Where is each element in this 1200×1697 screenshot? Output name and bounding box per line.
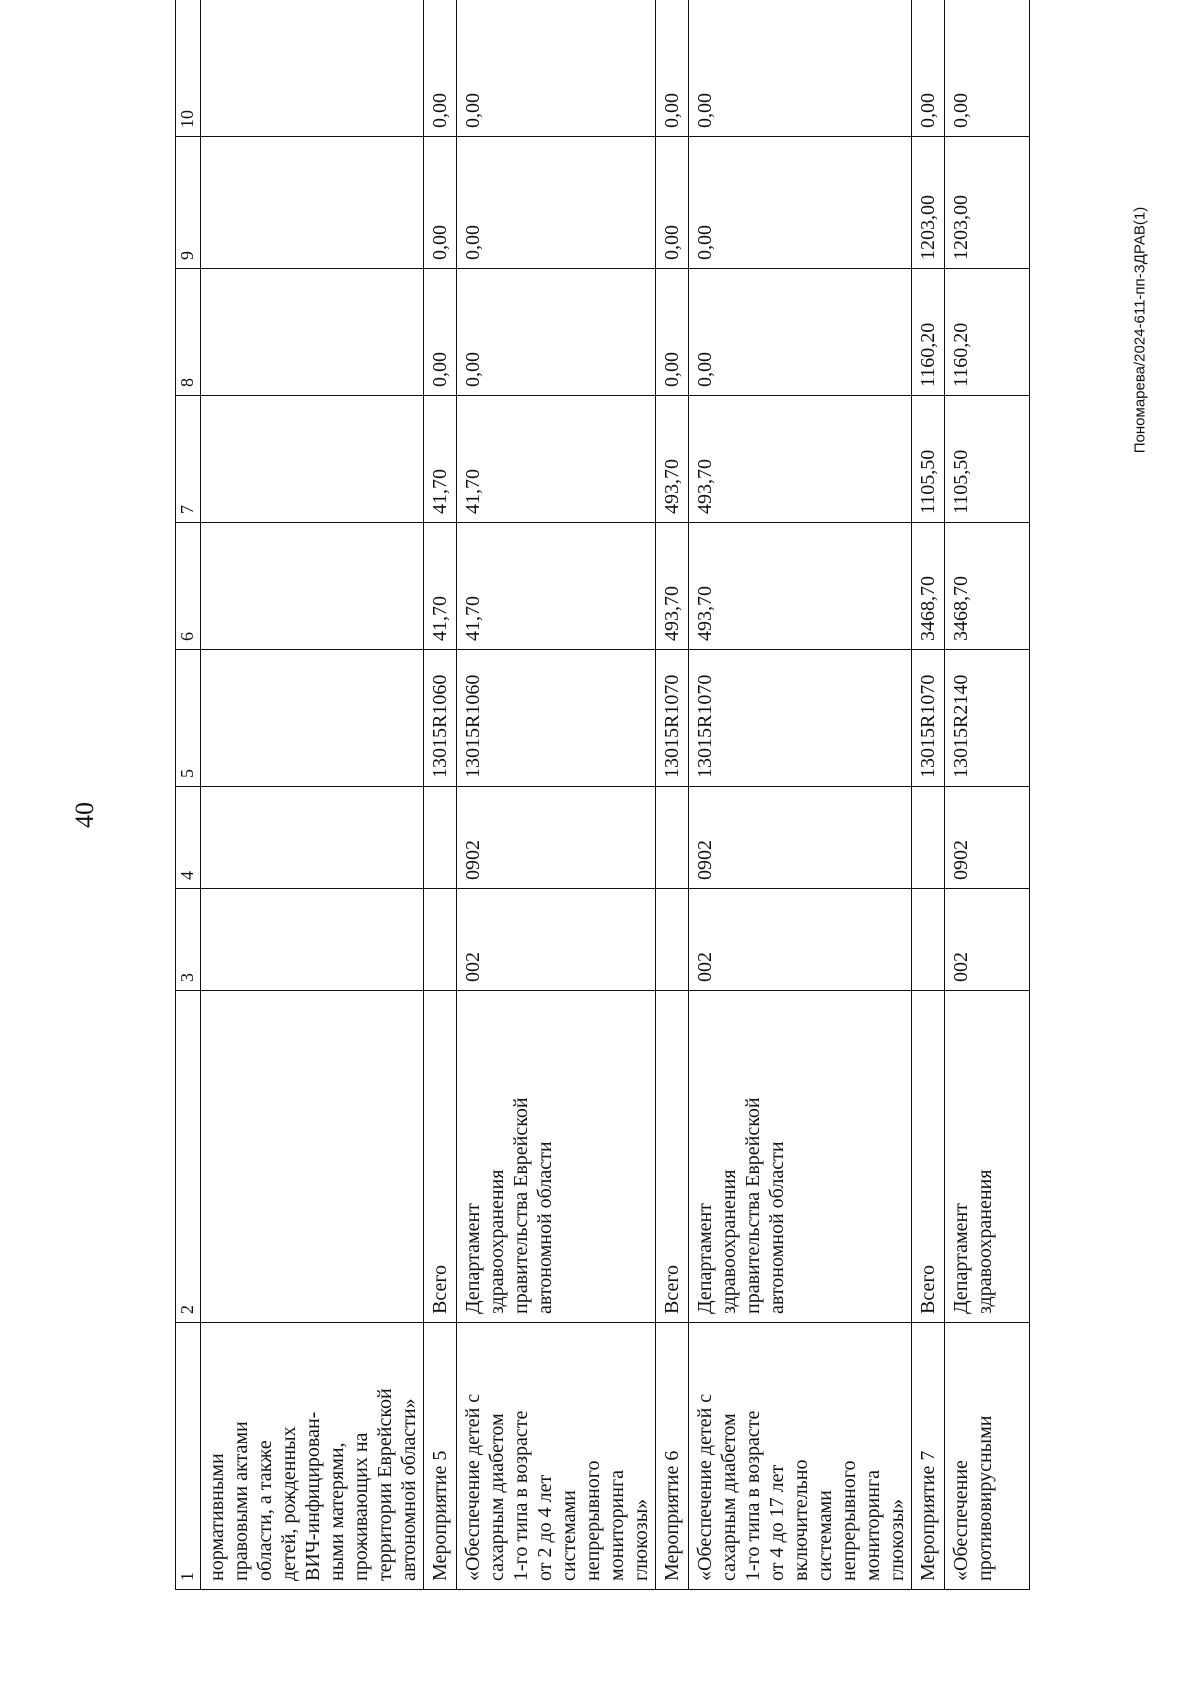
table-cell: 41,70 <box>424 523 457 650</box>
table-cell <box>912 787 945 889</box>
column-number: 5 <box>176 650 201 787</box>
table-cell: 0,00 <box>689 269 912 396</box>
table-cell: 41,70 <box>457 523 656 650</box>
table-cell: 1203,00 <box>945 137 1030 269</box>
table-cell: 1105,50 <box>912 396 945 523</box>
table-cell: 0,00 <box>457 137 656 269</box>
table-row <box>201 0 424 1590</box>
table-cell <box>424 889 457 991</box>
table-cell <box>201 650 424 787</box>
column-number: 10 <box>176 0 201 137</box>
column-number: 2 <box>176 991 201 1323</box>
table-container <box>175 30 1030 1590</box>
table-cell: 13015R1070 <box>689 650 912 787</box>
table-cell: 0,00 <box>457 0 656 137</box>
table-cell: 002 <box>945 889 1030 991</box>
table-cell: 1105,50 <box>945 396 1030 523</box>
table-row <box>689 0 912 1590</box>
table-cell: 3468,70 <box>912 523 945 650</box>
table-row <box>912 0 945 1590</box>
table-cell: 493,70 <box>656 396 689 523</box>
table-cell: 0,00 <box>656 269 689 396</box>
table-cell: «Обеспечение детей с сахарным диабетом 1-го типа в возрасте от 2 до 4 лет системами непрерывного мониторинга глюкозы» <box>457 1323 656 1590</box>
table-row <box>656 0 689 1590</box>
table-cell: Всего <box>424 991 457 1323</box>
table-cell <box>201 991 424 1323</box>
table-cell <box>201 0 424 137</box>
table-cell: 0,00 <box>424 269 457 396</box>
table-cell: 0,00 <box>656 0 689 137</box>
table-cell <box>201 137 424 269</box>
column-number-row <box>176 0 201 1590</box>
table-cell: 41,70 <box>424 396 457 523</box>
table-cell: 13015R1070 <box>656 650 689 787</box>
table-cell: 0,00 <box>689 0 912 137</box>
table-cell: 1203,00 <box>912 137 945 269</box>
table-cell <box>424 787 457 889</box>
table-cell <box>201 396 424 523</box>
table-cell: 3468,70 <box>945 523 1030 650</box>
table-cell: Департамент здравоохранения правительства Еврейской автономной области <box>689 991 912 1323</box>
table-cell: 0,00 <box>424 137 457 269</box>
table-cell: 493,70 <box>689 523 912 650</box>
table-cell: 13015R2140 <box>945 650 1030 787</box>
table-cell: Департамент здравоохранения <box>945 991 1030 1323</box>
table-cell: 0,00 <box>424 0 457 137</box>
table-cell: 13015R1060 <box>424 650 457 787</box>
table-cell: «Обеспечение противовирусными <box>945 1323 1030 1590</box>
table-cell <box>912 889 945 991</box>
page-number: 40 <box>70 802 99 828</box>
column-number: 8 <box>176 269 201 396</box>
table-cell: 002 <box>457 889 656 991</box>
table-cell <box>656 787 689 889</box>
table-cell <box>201 889 424 991</box>
table-row <box>945 0 1030 1590</box>
table-cell: 1160,20 <box>945 269 1030 396</box>
table-cell <box>656 889 689 991</box>
table-cell: 0902 <box>945 787 1030 889</box>
column-number: 6 <box>176 523 201 650</box>
table-cell: Мероприятие 6 <box>656 1323 689 1590</box>
column-number: 4 <box>176 787 201 889</box>
budget-table <box>175 0 1030 1590</box>
table-cell <box>201 523 424 650</box>
table-cell <box>201 269 424 396</box>
document-footer: Пономарева/2024-611-пп-ЗДРАВ(1) <box>1131 206 1149 454</box>
table-cell: 0902 <box>689 787 912 889</box>
table-cell: 0,00 <box>656 137 689 269</box>
table-cell: Департамент здравоохранения правительства Еврейской автономной области <box>457 991 656 1323</box>
table-cell: 493,70 <box>689 396 912 523</box>
table-cell: нормативными правовыми актами области, а также детей, рожденных ВИЧ-инфицирован- ными матерями, проживающих на территории Еврейской автономной области» <box>201 1323 424 1590</box>
table-cell: 0,00 <box>912 0 945 137</box>
table-cell: 0,00 <box>689 137 912 269</box>
table-cell: «Обеспечение детей с сахарным диабетом 1-го типа в возрасте от 4 до 17 лет включительно системами непрерывного мониторинга глюкозы» <box>689 1323 912 1590</box>
table-cell: Всего <box>656 991 689 1323</box>
table-cell: 0,00 <box>945 0 1030 137</box>
table-body <box>176 0 1030 1590</box>
column-number: 7 <box>176 396 201 523</box>
table-row <box>457 0 656 1590</box>
table-cell: 0,00 <box>457 269 656 396</box>
table-cell: 1160,20 <box>912 269 945 396</box>
table-cell: 13015R1070 <box>912 650 945 787</box>
table-cell: Мероприятие 5 <box>424 1323 457 1590</box>
column-number: 9 <box>176 137 201 269</box>
table-cell: 002 <box>689 889 912 991</box>
table-cell: 13015R1060 <box>457 650 656 787</box>
table-cell: 493,70 <box>656 523 689 650</box>
table-cell <box>201 787 424 889</box>
table-cell: 0902 <box>457 787 656 889</box>
table-cell: Мероприятие 7 <box>912 1323 945 1590</box>
column-number: 1 <box>176 1323 201 1590</box>
table-cell: 41,70 <box>457 396 656 523</box>
column-number: 3 <box>176 889 201 991</box>
table-row <box>424 0 457 1590</box>
table-cell: Всего <box>912 991 945 1323</box>
